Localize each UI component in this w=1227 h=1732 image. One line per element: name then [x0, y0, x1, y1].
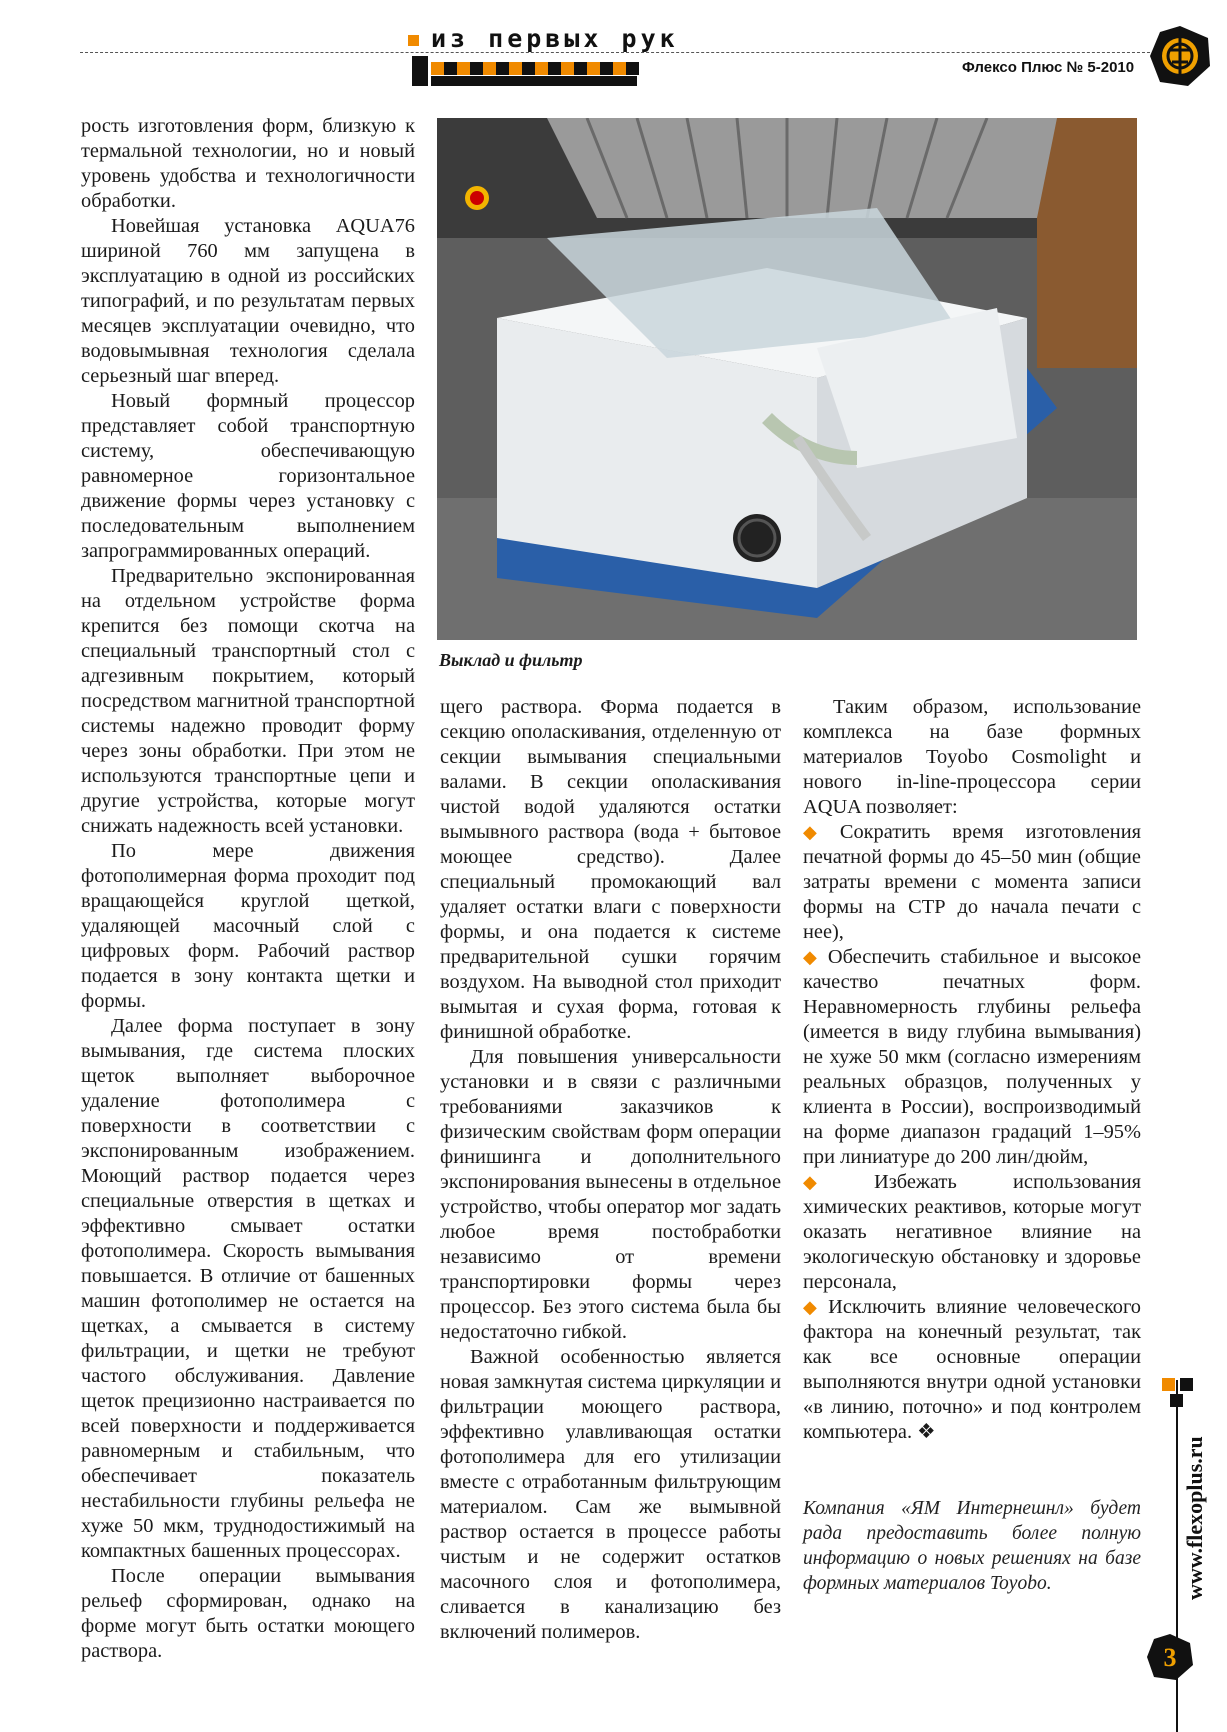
paragraph: Важной особенностью является новая замкнутая система циркуляции и фильтрации моющего раствора, эффективно улавливающая остатки фотополимера для его утилизации вместе с отработанным фильтрующим материалом. Сам же вымывной раствор остается в процессе работы чистым и не содержит остатков масочного слоя и фотополимера, сливается в канализацию без включений полимеров.	[440, 1346, 781, 1643]
processor-photo	[437, 118, 1137, 640]
orange-square-icon	[1162, 1378, 1175, 1391]
diamond-bullet-icon: ◆	[803, 1172, 868, 1192]
website-link[interactable]: www.flexoplus.ru	[1182, 1436, 1207, 1600]
bullet-item: ◆ Избежать использования химических реактивов, которые могут оказать негативное влияние на экологическую обстановку и здоровье персонала,	[803, 1171, 1141, 1293]
header-bar	[431, 76, 637, 86]
section-label: из первых рук	[431, 24, 679, 53]
issue-label: Флексо Плюс № 5-2010	[962, 59, 1135, 76]
left-text-column	[81, 114, 415, 1664]
contact-note: Компания «ЯМ Интернешнл» будет рада предоставить более полную информацию о новых решениях на базе формных материалов Toyobo.	[803, 1498, 1141, 1594]
checker-pattern	[431, 62, 639, 75]
bullet-item: ◆ Сократить время изготовления печатной формы до 45–50 мин (общие затраты времени с момента записи формы на CTP до начала печати с нее),	[803, 821, 1142, 943]
right-text-column	[803, 695, 1141, 1445]
end-mark-icon: ❖	[917, 1421, 936, 1443]
diamond-bullet-icon: ◆	[803, 947, 822, 967]
bullet-item: ◆ Обеспечить стабильное и высокое качество печатных форм. Неравномерность глубины рельефа (имеется в виду глубина вымывания) не хуже 50 мкм (согласно измерениям реальных образцов, полученных у клиента в России), воспроизводимый на форме диапазон градаций 1–95% при линиатуре до 200 лин/дюйм,	[803, 946, 1141, 1168]
paragraph: Таким образом, использование комплекса на базе формных материалов Toyobo Cosmolight и нового in-line-процессора серии AQUA позволяет:	[803, 696, 1141, 818]
black-square-icon	[1180, 1378, 1193, 1391]
magazine-logo-icon	[1148, 24, 1212, 88]
paragraph: Для повышения универсальности установки и в связи с различными требованиями заказчиков к физическим свойствам форм операции финишинга и дополнительного экспонирования вынесены в отдельное устройство, чтобы оператор мог задать любое время постобработки независимо от времени транспортировки формы через процессор. Без этого система была бы недостаточно гибкой.	[440, 1046, 781, 1343]
paragraph: Предварительно экспонированная на отдельном устройстве форма крепится без помощи скотча на специальный транспортный стол с адгезивным покрытием, который посредством магнитной транспортной системы надежно проводит форму через зоны обработки. При этом не используются транспортные цепи и другие устройства, которые могут снижать надежность всей установки.	[81, 565, 415, 837]
diamond-bullet-icon: ◆	[803, 822, 834, 842]
page-number: 3	[1163, 1643, 1177, 1672]
paragraph: После операции вымывания рельеф сформирован, однако на форме могут быть остатки моющего раствора.	[81, 1565, 415, 1662]
page-number-badge	[1146, 1633, 1194, 1681]
paragraph: щего раствора. Форма подается в секцию ополаскивания, отделенную от секции вымывания специальными валами. В секции ополаскивания чистой водой удаляются остатки вымывного раствора (вода + бытовое моющее средство). Далее специальный промокающий вал удаляет остатки влаги с поверхности формы, и она подается к системе предварительной сушки горячим воздухом. На выводной стол приходит вымытая и сухая форма, готовая к финишной обработке.	[440, 696, 781, 1043]
paragraph: Новейшая установка AQUA76 шириной 760 мм запущена в эксплуатацию в одной из российских типографий, и по результатам первых месяцев эксплуатации очевидно, что водовымывная технология сделала серьезный шаг вперед.	[81, 215, 415, 387]
diamond-bullet-icon: ◆	[803, 1297, 823, 1317]
middle-text-column	[440, 695, 781, 1645]
photo-caption: Выклад и фильтр	[439, 650, 583, 670]
header-accent-block	[412, 56, 428, 86]
paragraph: рость изготовления форм, близкую к термальной технологии, но и новый уровень удобства и технологичности обработки.	[81, 115, 415, 212]
paragraph: По мере движения фотополимерная форма проходит под вращающейся круглой щеткой, удаляющей масочный слой с цифровых форм. Рабочий раствор подается в зону контакта щетки и формы.	[81, 840, 415, 1012]
paragraph: Новый формный процессор представляет собой транспортную систему, обеспечивающую равномерное горизонтальное движение формы через установку с последовательным выполнением запрограммированных операций.	[81, 390, 415, 562]
orange-square-icon	[408, 35, 419, 46]
paragraph: Далее форма поступает в зону вымывания, где система плоских щеток выполняет выборочное удаление фотополимера с поверхности в соответствии с экспонированным изображением. Моющий раствор подается через специальные отверстия в щетках и эффективно смывает остатки фотополимера. Скорость вымывания повышается. В отличие от башенных машин фотополимер не остается на щетках, а смывается в систему фильтрации, и щетки не требуют частого обслуживания. Давление щеток прецизионно настраивается по всей поверхности и поддерживается равномерным и стабильным, что обеспечивает показатель нестабильности глубины рельефа не хуже 50 мкм, труднодостижимый на компактных башенных процессорах.	[81, 1015, 415, 1562]
bullet-item: ◆ Исключить влияние человеческого фактора на конечный результат, так как все основные операции выполняются внутри одной установки «в линию, поточно» и под контролем компьютера. ❖	[803, 1296, 1142, 1443]
header-divider	[80, 52, 1155, 53]
